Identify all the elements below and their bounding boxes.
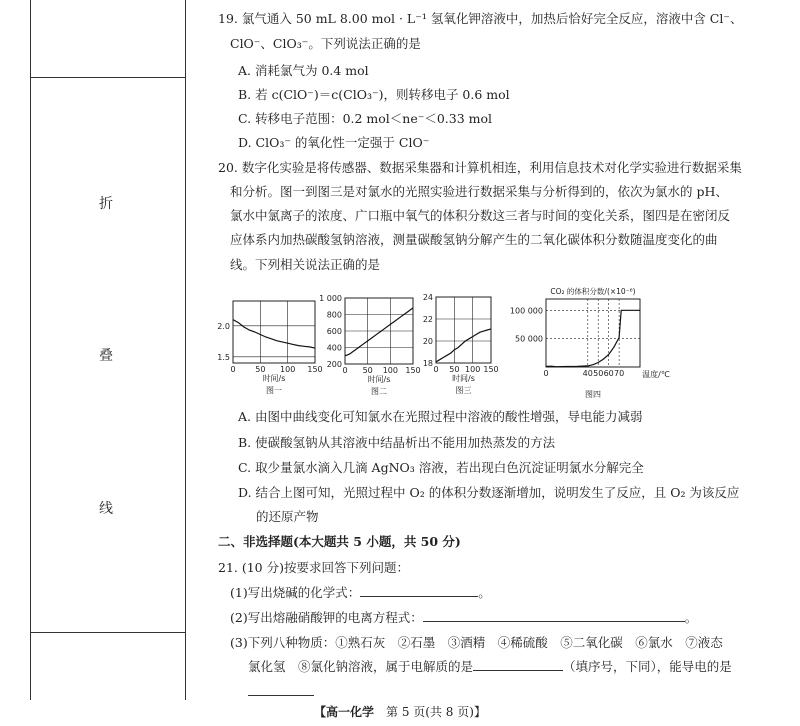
chart-y-tick-label: 600 xyxy=(326,327,342,336)
q19-stem-line2: ClO⁻、ClO₃⁻。下列说法正确的是 xyxy=(230,36,421,51)
chart-y-tick-label: 50 000 xyxy=(515,334,543,344)
chart-frame-1 xyxy=(233,301,315,363)
answer-blank-1[interactable] xyxy=(360,584,478,597)
chart-x-tick-label: 0 xyxy=(543,369,549,378)
chart-y-tick-label: 18 xyxy=(422,359,433,368)
chart-y-tick-label: 400 xyxy=(326,343,342,353)
chart-y-tick-label: 1.5 xyxy=(217,352,230,362)
fold-char-2: 叠 xyxy=(99,348,113,364)
section-heading: 二、非选择题(本大题共 5 小题，共 50 分) xyxy=(218,534,461,549)
q20-option-d: D. 结合上图可知，光照过程中 O₂ 的体积分数逐渐增加，说明发生了反应，且 O₂ 为该反应 xyxy=(238,485,740,500)
answer-blank-2[interactable] xyxy=(423,609,685,622)
q21-part1-text: (1)写出烧碱的化学式： xyxy=(230,585,361,600)
answer-blank-4[interactable] xyxy=(248,683,314,696)
page-footer xyxy=(0,703,800,720)
q19-option-d: D. ClO₃⁻ 的氧化性一定强于 ClO⁻ xyxy=(238,135,430,150)
q20-stem-line2: 和分析。图一到图三是对氯水的光照实验进行数据采集与分析得到的，依次为氯水的 pH、 xyxy=(230,184,728,199)
chart-series-line-3 xyxy=(436,329,491,362)
chart-x-tick-label: 150 xyxy=(307,365,323,374)
q20-stem-line1: 20. 数字化实验是将传感器、数据采集器和计算机相连，利用信息技术对化学实验进行数据采集 xyxy=(218,160,742,175)
q21-part2 xyxy=(230,607,697,629)
line-char: 线 xyxy=(99,501,113,517)
chart-y-tick-label: 800 xyxy=(326,310,342,320)
chart-series-line-1 xyxy=(233,320,315,349)
q20-option-b: B. 使碳酸氢钠从其溶液中结晶析出不能用加热蒸发的方法 xyxy=(238,435,556,450)
chart-x-tick-label: 100 xyxy=(280,365,296,374)
chart-x-tick-label: 70 xyxy=(614,369,625,378)
footer-page: 第 5 页(共 8 页)】 xyxy=(374,705,486,719)
chart-y-tick-label: 22 xyxy=(422,315,433,324)
chart-y-tick-label: 1 000 xyxy=(319,294,342,303)
chart-x-axis-label: 时间/s xyxy=(262,374,286,383)
chart-x-tick-label: 150 xyxy=(405,366,421,375)
binding-divider-bottom xyxy=(31,632,185,633)
chart-x-tick-label: 60 xyxy=(603,369,614,378)
chart-x-tick-label: 50 xyxy=(593,369,604,378)
chart-caption: 图三 xyxy=(455,386,472,395)
q19-stem-line1: 19. 氯气通入 50 mL 8.00 mol · L⁻¹ 氢氧化钾溶液中，加热后恰好完全反应，溶液中含 Cl⁻、 xyxy=(218,11,743,26)
chart-x-axis-label: 时间/s xyxy=(452,374,475,383)
figure-charts xyxy=(0,283,800,403)
chart-x-tick-label: 50 xyxy=(449,365,460,374)
q19-option-b: B. 若 c(ClO⁻)＝c(ClO₃⁻)，则转移电子 0.6 mol xyxy=(238,87,510,102)
q20-option-a: A. 由图中曲线变化可知氯水在光照过程中溶液的酸性增强，导电能力减弱 xyxy=(238,409,643,424)
chart-y-tick-label: 20 xyxy=(422,337,433,346)
chart-caption: 图一 xyxy=(266,386,282,395)
q21-part1-end: 。 xyxy=(478,585,491,600)
chart-x-tick-label: 100 xyxy=(382,366,398,375)
chart-y-tick-label: 24 xyxy=(422,293,433,302)
chart-x-axis-label: 时间/s xyxy=(367,375,391,384)
answer-blank-3[interactable] xyxy=(473,658,563,671)
chart-frame-3 xyxy=(436,297,491,363)
binding-divider-top xyxy=(31,77,185,78)
q21-part3-text-a: 氯化氢 ⑧氯化钠溶液，属于电解质的是 xyxy=(248,659,474,674)
q20-stem-line4: 应体系内加热碳酸氢钠溶液，测量碳酸氢钠分解产生的二氧化碳体积分数随温度变化的曲 xyxy=(230,232,718,247)
chart-caption: 图二 xyxy=(371,387,387,396)
chart-frame-4 xyxy=(546,299,640,367)
q20-option-d-cont: 的还原产物 xyxy=(256,509,319,524)
fold-char: 折 xyxy=(99,196,113,212)
q21-part2-end: 。 xyxy=(684,610,698,625)
chart-x-tick-label: 0 xyxy=(230,365,236,374)
q21-part3-line1: (3)下列八种物质：①熟石灰 ②石墨 ③酒精 ④稀硫酸 ⑤二氧化碳 ⑥氯水 ⑦液态 xyxy=(230,635,723,650)
q19-option-c: C. 转移电子范围：0.2 mol＜ne⁻＜0.33 mol xyxy=(238,111,493,126)
chart-y-tick-label: 200 xyxy=(326,360,342,369)
chart-series-line-2 xyxy=(345,308,413,356)
footer-subject: 【高一化学 xyxy=(314,705,375,719)
chart-y-axis-label: CO₂ 的体积分数/(×10⁻⁶) xyxy=(550,287,636,296)
chart-y-tick-label: 100 000 xyxy=(509,306,543,316)
q19-option-a: A. 消耗氯气为 0.4 mol xyxy=(238,63,369,78)
chart-x-tick-label: 50 xyxy=(255,365,266,374)
q21-part3-text-b: （填序号，下同），能导电的是 xyxy=(563,659,732,674)
chart-x-tick-label: 150 xyxy=(483,365,499,374)
q21-part1 xyxy=(230,582,491,604)
chart-caption: 图四 xyxy=(585,390,601,399)
q21-part2-text: (2)写出熔融硝酸钾的电离方程式： xyxy=(230,610,423,625)
chart-x-axis-label: 温度/℃ xyxy=(642,370,670,379)
q21-part3-line2 xyxy=(248,656,732,678)
chart-y-tick-label: 2.0 xyxy=(217,321,230,331)
chart-x-tick-label: 100 xyxy=(465,365,481,374)
q21-part3-line3 xyxy=(248,681,314,703)
chart-x-tick-label: 50 xyxy=(362,366,373,375)
q20-stem-line5: 线。下列相关说法正确的是 xyxy=(230,257,381,272)
q20-option-c: C. 取少量氯水滴入几滴 AgNO₃ 溶液，若出现白色沉淀证明氯水分解完全 xyxy=(238,460,644,475)
chart-x-tick-label: 0 xyxy=(342,366,348,375)
chart-x-tick-label: 0 xyxy=(433,365,439,374)
chart-series-line-4 xyxy=(546,310,640,366)
q21-stem: 21. (10 分)按要求回答下列问题： xyxy=(218,560,409,575)
q20-stem-line3: 氯水中氯离子的浓度、广口瓶中氧气的体积分数这三者与时间的变化关系，图四是在密闭反 xyxy=(230,208,731,223)
chart-x-tick-label: 40 xyxy=(582,369,593,378)
